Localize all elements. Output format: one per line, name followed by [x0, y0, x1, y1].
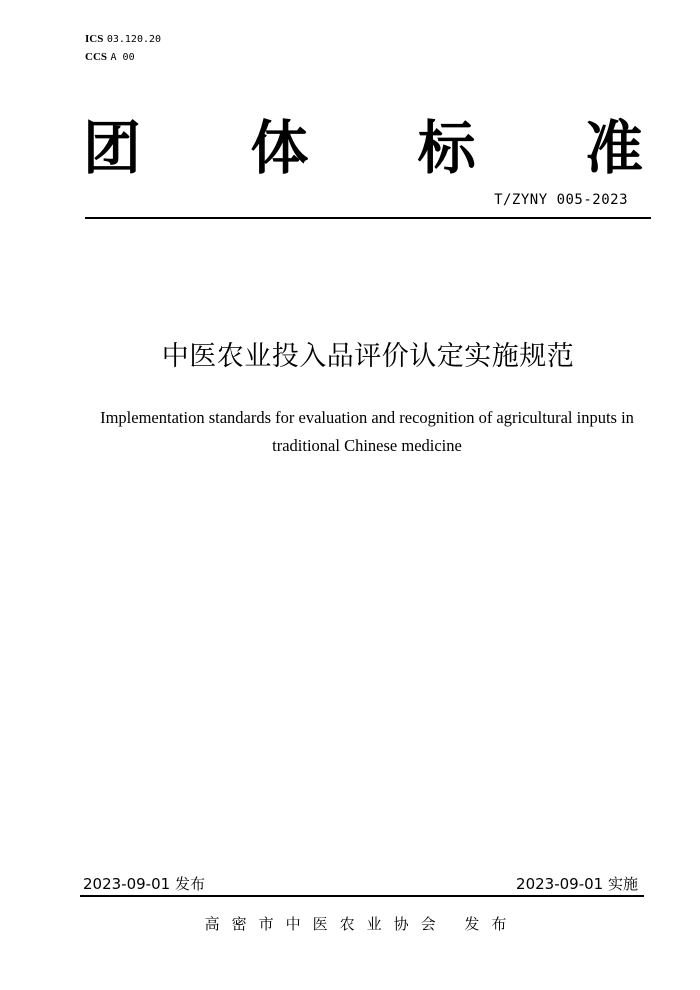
standard-type-heading — [83, 113, 643, 183]
standard-number: T/ZYNY 005-2023 — [494, 192, 628, 208]
implementation-date: 2023-09-01 实施 — [516, 875, 638, 893]
standard-type-char: 体 — [250, 114, 309, 182]
standard-type-char: 团 — [83, 114, 142, 182]
ccs-line — [85, 48, 161, 66]
ics-value: 03.120.20 — [106, 34, 162, 45]
classification-codes — [85, 30, 161, 66]
standard-type-char: 准 — [584, 114, 643, 182]
publisher: 高密市中医农业协会 发布 — [204, 915, 519, 933]
ics-line — [85, 30, 161, 48]
document-title-chinese: 中医农业投入品评价认定实施规范 — [161, 341, 575, 372]
ccs-label: CCS — [85, 51, 108, 63]
ics-label: ICS — [85, 33, 104, 45]
document-title-english: Implementation standards for evaluation and recognition of agricultural inputs in traditional Chinese medicine — [100, 408, 634, 455]
bottom-divider — [80, 895, 644, 897]
top-divider — [85, 217, 651, 219]
standard-type-char: 标 — [417, 114, 476, 182]
issue-date: 2023-09-01 发布 — [83, 875, 205, 893]
ccs-value: A 00 — [110, 52, 135, 63]
